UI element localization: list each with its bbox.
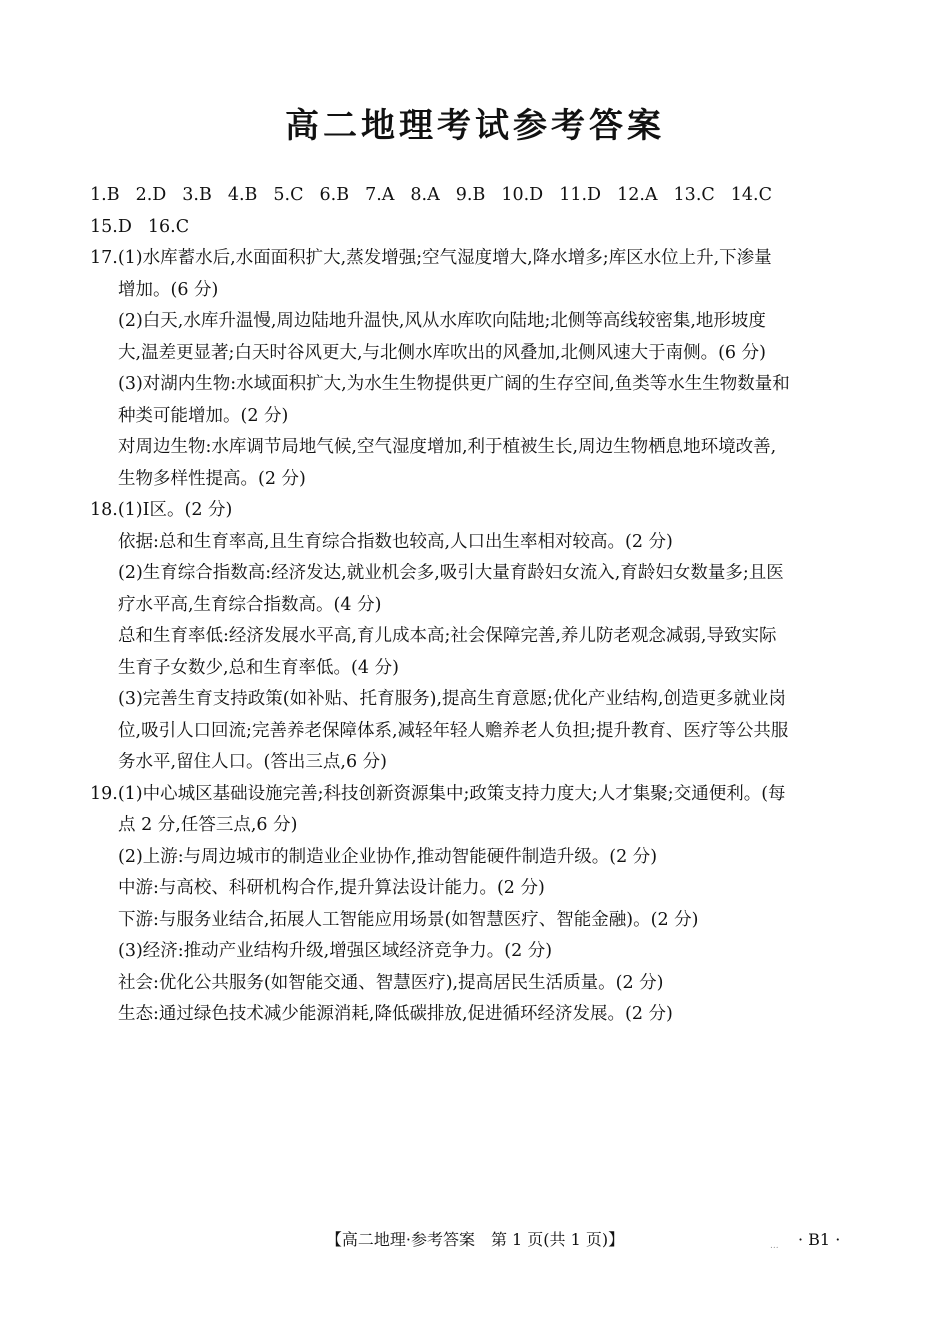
q18-line: (2)生育综合指数高:经济发达,就业机会多,吸引大量育龄妇女流入,育龄妇女数量多;且医 (118, 563, 784, 583)
q18-line: 疗水平高,生育综合指数高。(4 分) (118, 594, 382, 615)
mc-answers-line-1 (90, 180, 880, 212)
mc-answers-line-2 (90, 212, 880, 244)
q19-line: 中游:与高校、科研机构合作,提升算法设计能力。(2 分) (118, 878, 545, 898)
mc-answer: 3.B (182, 185, 212, 205)
question-19 (90, 779, 880, 1031)
q18-line: (3)完善生育支持政策(如补贴、托育服务),提高生育意愿;优化产业结构,创造更多就业岗 (118, 689, 786, 709)
q17-line: 17.(1)水库蓄水后,水面面积扩大,蒸发增强;空气湿度增大,降水增多;库区水位上升,下渗量 (90, 248, 772, 268)
q18-line: 总和生育率低:经济发展水平高,育儿成本高;社会保障完善,养儿防老观念减弱,导致实际 (118, 626, 777, 646)
mc-answer: 16.C (147, 216, 190, 237)
q17-line: 生物多样性提高。(2 分) (118, 468, 306, 489)
q17-line: 对周边生物:水库调节局地气候,空气湿度增加,利于植被生长,周边生物栖息地环境改善, (118, 437, 777, 457)
q17-line: (3)对湖内生物:水域面积扩大,为水生生物提供更广阔的生存空间,鱼类等水生生物数量和 (118, 374, 790, 394)
mc-answer: 13.C (673, 185, 715, 205)
q17-line: 增加。(6 分) (118, 279, 219, 300)
mc-answer: 1.B (90, 185, 120, 205)
footer-mark: ... (770, 1241, 779, 1251)
q19-line: (2)上游:与周边城市的制造业企业协作,推动智能硬件制造升级。(2 分) (118, 846, 658, 867)
q19-line: 生态:通过绿色技术减少能源消耗,降低碳排放,促进循环经济发展。(2 分) (118, 1004, 673, 1024)
mc-answer: 10.D (501, 185, 544, 205)
page-title: 高二地理考试参考答案 (285, 106, 665, 146)
q19-line: 社会:优化公共服务(如智能交通、智慧医疗),提高居民生活质量。(2 分) (118, 972, 664, 993)
mc-answer: 14.C (730, 185, 773, 205)
q17-line: 种类可能增加。(2 分) (118, 405, 289, 426)
mc-answer: 9.B (455, 185, 486, 205)
footer-page-code: · B1 · (798, 1230, 841, 1249)
mc-answer: 5.C (273, 185, 304, 205)
q17-line: 大,温差更显著;白天时谷风更大,与北侧水库吹出的风叠加,北侧风速大于南侧。(6 分) (118, 342, 766, 363)
q19-line: 点 2 分,任答三点,6 分) (118, 815, 298, 835)
q19-line: 下游:与服务业结合,拓展人工智能应用场景(如智慧医疗、智能金融)。(2 分) (118, 909, 699, 930)
q18-line: 18.(1)Ⅰ区。(2 分) (90, 500, 233, 520)
question-18 (90, 495, 880, 779)
q18-line: 生育子女数少,总和生育率低。(4 分) (118, 657, 399, 678)
mc-answer: 8.A (410, 185, 440, 205)
q19-line: (3)经济:推动产业结构升级,增强区域经济竞争力。(2 分) (118, 941, 553, 961)
answer-content (90, 180, 880, 1031)
mc-answer: 2.D (135, 185, 167, 205)
mc-answer: 6.B (319, 185, 350, 205)
q19-line: 19.(1)中心城区基础设施完善;科技创新资源集中;政策支持力度大;人才集聚;交通便利。(每 (90, 783, 786, 804)
mc-answer: 12.A (617, 185, 658, 205)
q18-line: 务水平,留住人口。(答出三点,6 分) (118, 752, 387, 772)
footer-page-info: 【高二地理·参考答案 第 1 页(共 1 页)】 (325, 1230, 625, 1249)
mc-answer: 11.D (559, 185, 602, 205)
mc-answer: 15.D (90, 216, 132, 237)
question-17 (90, 243, 880, 495)
mc-answer: 7.A (365, 185, 395, 205)
q18-line: 依据:总和生育率高,且生育综合指数也较高,人口出生率相对较高。(2 分) (118, 531, 673, 552)
q18-line: 位,吸引人口回流;完善养老保障体系,减轻年轻人赡养老人负担;提升教育、医疗等公共服 (118, 720, 789, 741)
q17-line: (2)白天,水库升温慢,周边陆地升温快,风从水库吹向陆地;北侧等高线较密集,地形坡度 (118, 311, 766, 331)
mc-answer: 4.B (227, 185, 258, 205)
